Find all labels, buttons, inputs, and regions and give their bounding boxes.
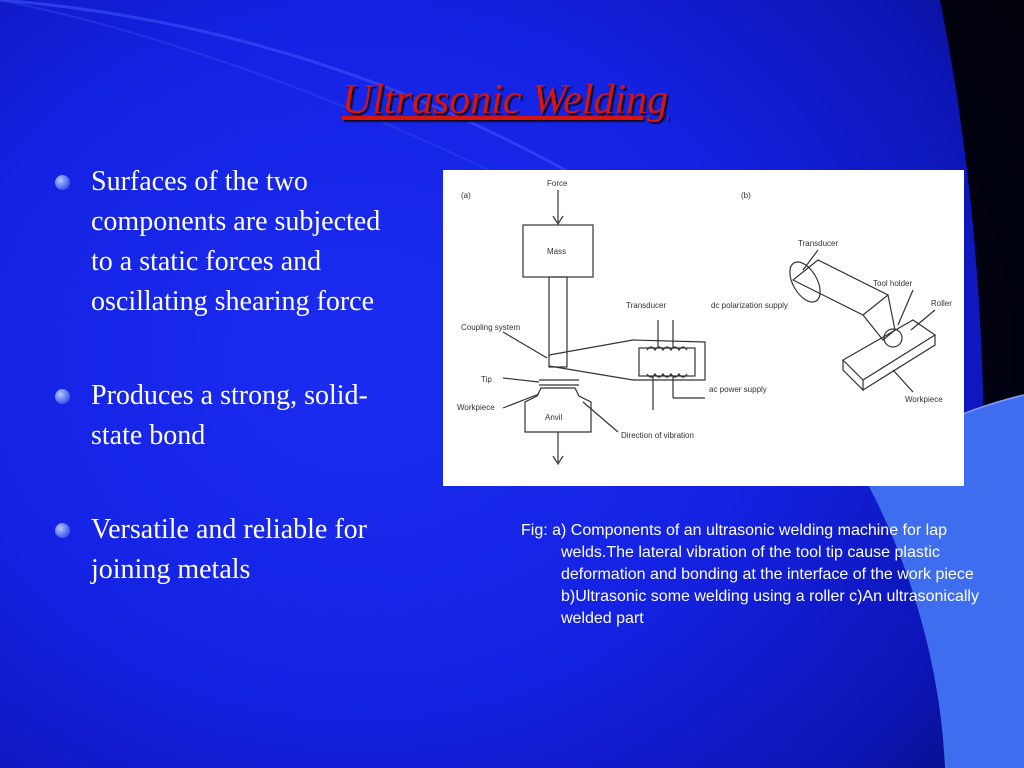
label-transducer: Transducer: [626, 301, 667, 310]
label-roller: Roller: [931, 299, 952, 308]
bullet-icon: [55, 175, 70, 190]
label-force: Force: [547, 179, 568, 188]
label-tip: Tip: [481, 375, 492, 384]
label-transducer-b: Transducer: [798, 239, 839, 248]
label-b: (b): [741, 191, 751, 200]
bullet-text: Versatile and reliable for joining metals: [91, 514, 367, 585]
bullet-list: [55, 162, 405, 590]
label-coupling: Coupling system: [461, 323, 521, 332]
label-workpiece: Workpiece: [457, 403, 495, 412]
label-polarization: dc polarization supply: [711, 301, 788, 310]
figure-caption: Fig: a) Components of an ultrasonic welding machine for lap welds.The lateral vibration of the tool tip cause plastic deformation and bonding at the interface of the work piece b)Ultrasonic some welding using a roller c)An ultrasonically welded part: [521, 522, 979, 627]
bullet-item: [55, 376, 405, 456]
bullet-icon: [55, 389, 70, 404]
welding-diagram: [443, 170, 964, 486]
label-tool-holder: Tool holder: [873, 279, 913, 288]
label-mass: Mass: [547, 247, 567, 256]
label-ac-power: ac power supply: [709, 385, 767, 394]
label-workpiece-b: Workpiece: [905, 395, 943, 404]
diagram-labels: [457, 179, 952, 440]
bullet-text: Surfaces of the two components are subjected to a static forces and oscillating shearing force: [91, 166, 381, 317]
label-anvil: Anvil: [545, 413, 563, 422]
bullet-text: Produces a strong, solid-state bond: [91, 380, 368, 451]
bullet-icon: [55, 523, 70, 538]
slide-title: Ultrasonic Welding: [341, 77, 669, 123]
label-a: (a): [461, 191, 471, 200]
bullet-item: [55, 162, 405, 322]
bullet-item: [55, 510, 405, 590]
welding-diagram-drawing: [443, 170, 964, 486]
label-direction: Direction of vibration: [621, 431, 694, 440]
